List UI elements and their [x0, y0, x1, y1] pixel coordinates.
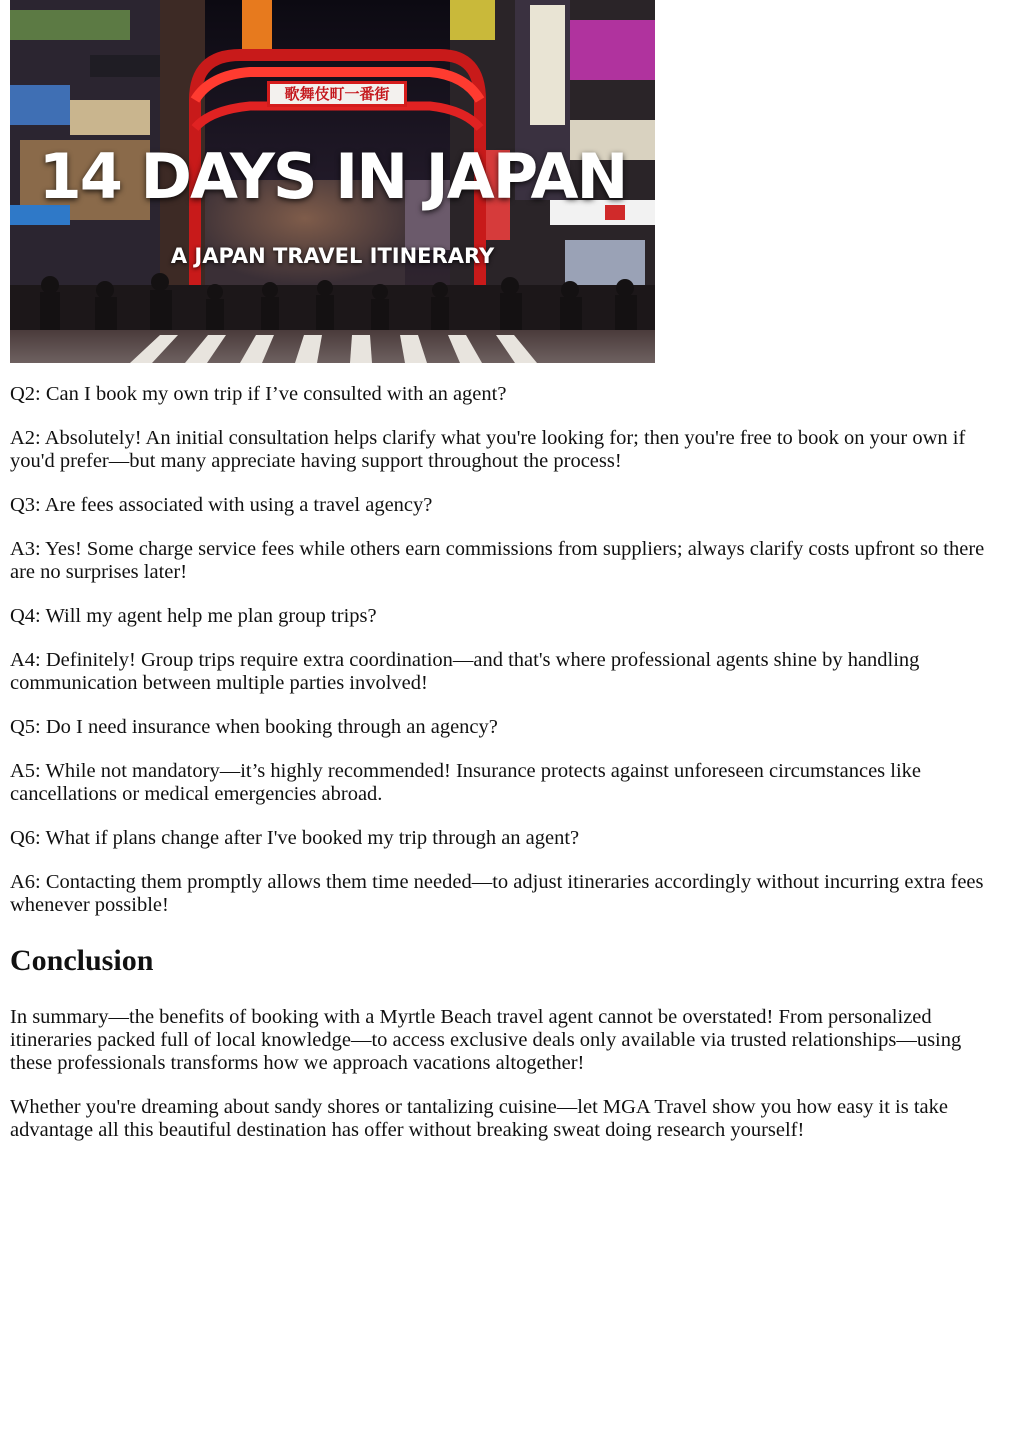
faq-answer-6: A6: Contacting them promptly allows them time needed—to adjust itineraries accordingly without incurring extra fees whenever possible! — [10, 871, 984, 916]
faq-answer-4: A4: Definitely! Group trips require extra coordination—and that's where professional agents shine by handling communication between multiple parties involved! — [10, 649, 920, 694]
faq-question-5: Q5: Do I need insurance when booking through an agency? — [10, 716, 498, 738]
gate-sign: 歌舞伎町一番街 — [267, 81, 407, 107]
conclusion-paragraph: In summary—the benefits of booking with a Myrtle Beach travel agent cannot be overstated! From personalized itineraries packed full of local knowledge—to access exclusive deals only available via trusted relationships—using these professionals transforms how we approach vacations altogether! — [10, 1006, 962, 1074]
faq-question-4: Q4: Will my agent help me plan group trips? — [10, 605, 377, 627]
faq-question-6: Q6: What if plans change after I've booked my trip through an agent? — [10, 827, 580, 849]
faq-answer-3: A3: Yes! Some charge service fees while others earn commissions from suppliers; always clarify costs upfront so there are no surprises later! — [10, 538, 985, 583]
article-content — [10, 0, 1005, 1142]
conclusion-paragraph: Whether you're dreaming about sandy shores or tantalizing cuisine—let MGA Travel show you how easy it is take advantage all this beautiful destination has offer without breaking sweat doing research yourself! — [10, 1096, 948, 1141]
faq-answer-2: A2: Absolutely! An initial consultation helps clarify what you're looking for; then you're free to book on your own if you'd prefer—but many appreciate having support throughout the process! — [10, 427, 966, 472]
hero-image — [10, 0, 655, 363]
faq-answer-5: A5: While not mandatory—it’s highly recommended! Insurance protects against unforeseen circumstances like cancellations or medical emergencies abroad. — [10, 760, 922, 805]
faq-question-2: Q2: Can I book my own trip if I’ve consulted with an agent? — [10, 383, 507, 405]
conclusion-heading: Conclusion — [10, 944, 154, 977]
hero-subtitle: A JAPAN TRAVEL ITINERARY — [170, 244, 495, 268]
faq-question-3: Q3: Are fees associated with using a travel agency? — [10, 494, 433, 516]
hero-title: 14 DAYS IN JAPAN — [38, 140, 627, 213]
